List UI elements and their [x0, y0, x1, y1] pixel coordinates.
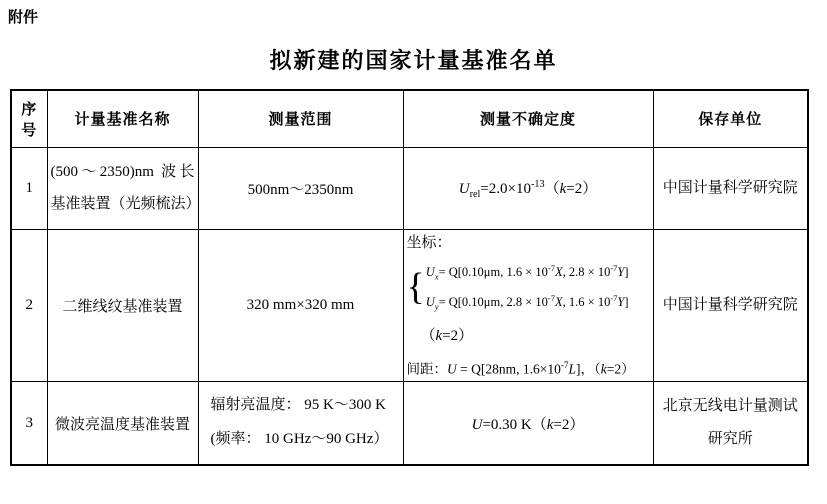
cell-unit: 中国计量科学研究院: [653, 229, 808, 382]
header-cell-range: 测量范围: [198, 90, 403, 147]
header-cell-unit: 保存单位: [653, 90, 808, 147]
cell-range: [198, 382, 403, 465]
cell-range: 320 mm×320 mm: [198, 229, 403, 382]
cell-uncertainty: U=0.30 K（k=2）: [403, 382, 653, 465]
formula-ux: $U_x= Q[0.10\mu m$, $1.6 \times 10^{-7}X$, $2.8 \times 10^{-7}Y$]: [425, 262, 629, 282]
cell-unit: 中国计量科学研究院: [653, 147, 808, 229]
standards-table: [10, 89, 809, 466]
table-row: [11, 229, 808, 382]
cell-range: 500nm～2350nm: [198, 147, 403, 229]
header-cell-name: 计量基准名称: [47, 90, 198, 147]
table-row: [11, 382, 808, 465]
header-cell-index: 序号: [11, 90, 47, 147]
range-frequency: (频率： 10 GHz～90 GHz）: [210, 431, 389, 448]
cell-index: 3: [11, 382, 47, 465]
cell-standard-name: 微波亮温度基准装置: [47, 382, 198, 465]
coordinate-label: 坐标：: [406, 234, 452, 251]
coordinate-formula-block: [407, 257, 651, 318]
coverage-factor: （k=2）: [420, 327, 474, 344]
page-title: 拟新建的国家计量基准名单: [269, 48, 558, 73]
cell-index: 1: [11, 147, 47, 229]
table-header-row: [11, 90, 808, 147]
curly-brace: {: [406, 266, 425, 309]
table-row: [11, 147, 808, 229]
cell-index: 2: [11, 229, 47, 382]
cell-uncertainty: $U_{rel}=2.0\times 10^{-13}(k=2)$: [403, 147, 653, 229]
cell-standard-name: (500～2350)nm 波长基准装置（光频梳法）: [47, 147, 198, 229]
cell-uncertainty: [403, 229, 653, 382]
header-cell-uncertainty: 测量不确定度: [403, 90, 653, 147]
spacing-formula: 间距：U = Q[28nm, $1.6\times 10^{-7}L$]，（k=2）: [406, 359, 635, 377]
cell-standard-name: 二维线纹基准装置: [47, 229, 198, 382]
attachment-label: 附件: [8, 9, 39, 26]
range-temperature: 辐射亮温度： 95 K～300 K: [210, 397, 386, 414]
cell-unit: 北京无线电计量测试研究所: [653, 382, 808, 465]
formula-uy: $U_y= Q[0.10\mu m$, $2.8 \times 10^{-7}X$, $1.6 \times 10^{-7}Y$]: [425, 293, 629, 312]
